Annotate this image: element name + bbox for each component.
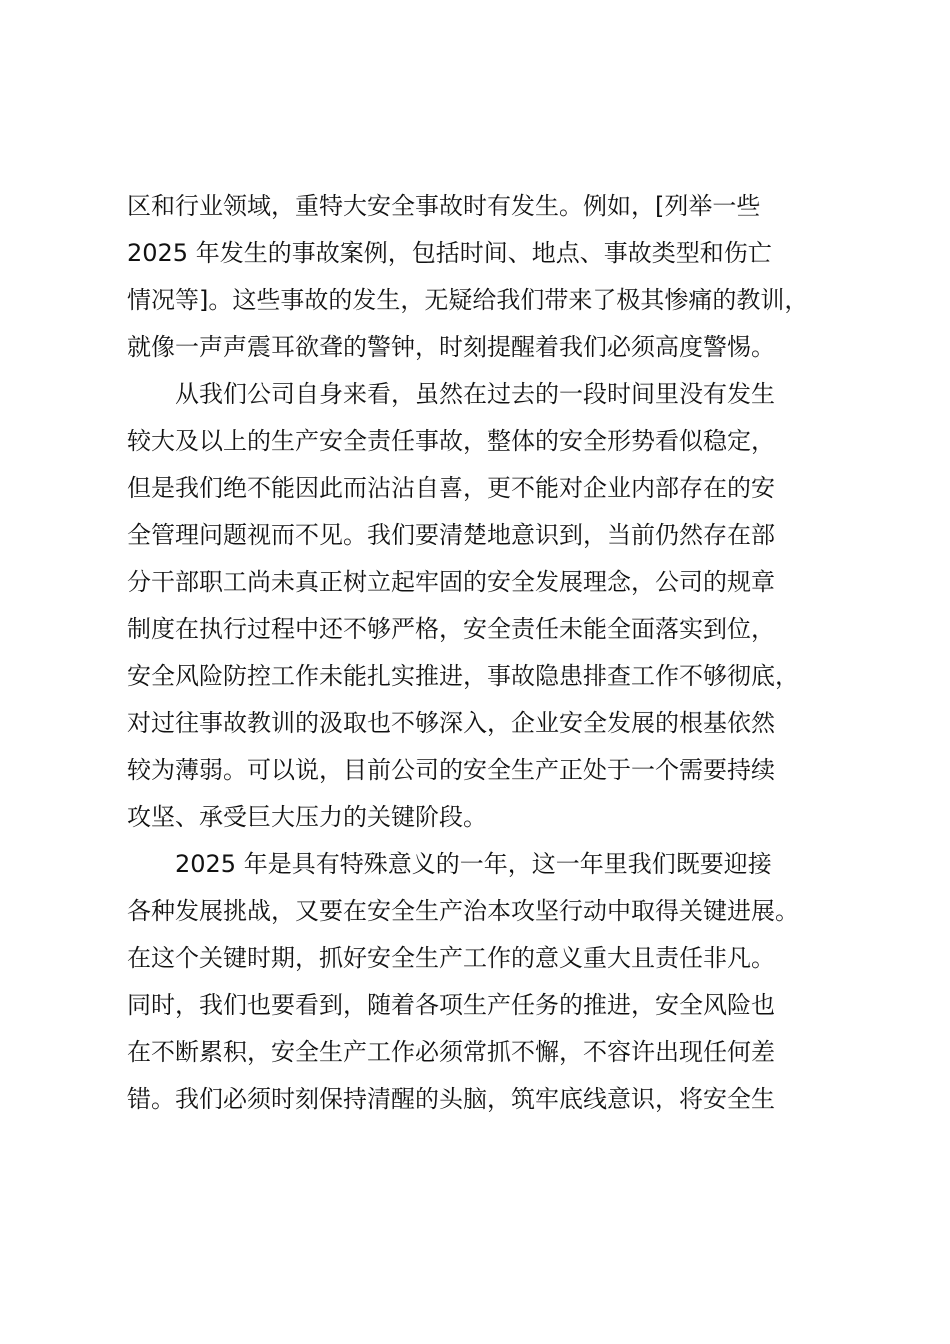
text-line: 同时，我们也要看到，随着各项生产任务的推进，安全风险也 [127, 991, 775, 1019]
text-line: 各种发展挑战，又要在安全生产治本攻坚行动中取得关键进展。 [127, 897, 799, 925]
text-line: 情况等]。这些事故的发生，无疑给我们带来了极其惨痛的教训， [127, 286, 809, 314]
text-line: 在这个关键时期，抓好安全生产工作的意义重大且责任非凡。 [127, 944, 775, 972]
text-line: 就像一声声震耳欲聋的警钟，时刻提醒着我们必须高度警惕。 [127, 333, 775, 361]
text-line: 攻坚、承受巨大压力的关键阶段。 [127, 803, 487, 831]
text-line: 安全风险防控工作未能扎实推进，事故隐患排查工作不够彻底， [127, 662, 799, 690]
text-line: 从我们公司自身来看，虽然在过去的一段时间里没有发生 [127, 380, 775, 408]
body-text [127, 183, 867, 1123]
text-line: 较大及以上的生产安全责任事故，整体的安全形势看似稳定， [127, 427, 775, 455]
text-line: 全管理问题视而不见。我们要清楚地意识到，当前仍然存在部 [127, 521, 775, 549]
text-line: 制度在执行过程中还不够严格，安全责任未能全面落实到位， [127, 615, 775, 643]
text-line: 在不断累积，安全生产工作必须常抓不懈，不容许出现任何差 [127, 1038, 775, 1066]
text-line: 但是我们绝不能因此而沾沾自喜，更不能对企业内部存在的安 [127, 474, 775, 502]
text-line: 2025 年是具有特殊意义的一年，这一年里我们既要迎接 [127, 850, 772, 878]
text-line: 区和行业领域，重特大安全事故时有发生。例如，[列举一些 [127, 192, 761, 220]
text-line: 对过往事故教训的汲取也不够深入，企业安全发展的根基依然 [127, 709, 775, 737]
text-line: 错。我们必须时刻保持清醒的头脑，筑牢底线意识，将安全生 [127, 1085, 775, 1113]
text-line: 2025 年发生的事故案例，包括时间、地点、事故类型和伤亡 [127, 239, 772, 267]
text-line: 分干部职工尚未真正树立起牢固的安全发展理念，公司的规章 [127, 568, 775, 596]
text-line: 较为薄弱。可以说，目前公司的安全生产正处于一个需要持续 [127, 756, 775, 784]
